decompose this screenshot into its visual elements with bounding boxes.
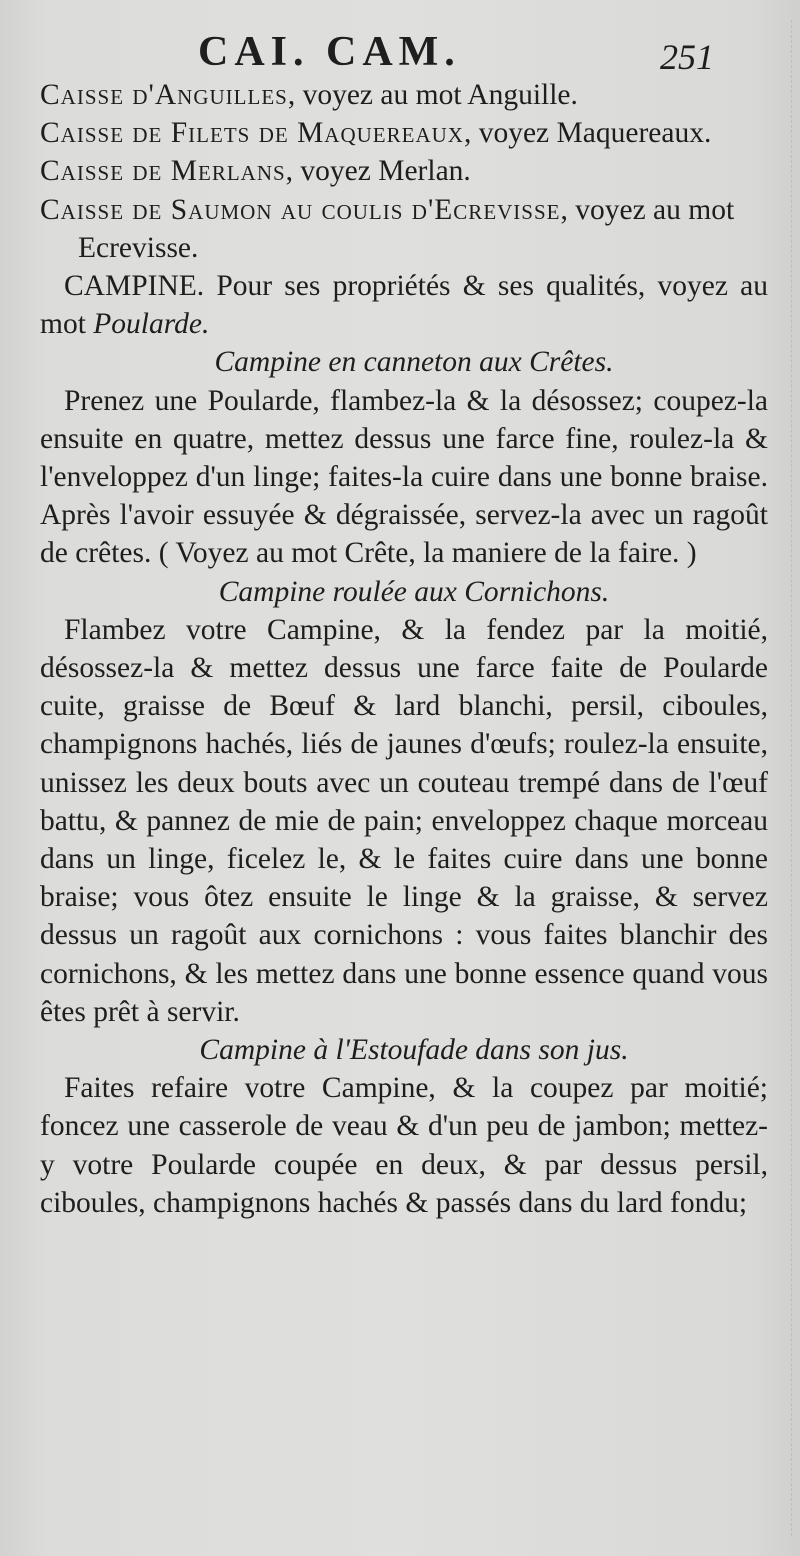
entry-caisse-merlans [40,152,768,190]
entry-reference: Poularde. [93,308,210,341]
recipe-text: Prenez une Poularde, flambez-la & la désossez; coupez-la ensuite en quatre, mettez dessus une farce fine, roulez-la & l'enveloppez d'un linge; faites-la cuire dans une bonne braise. Après l'avoir essuyée & dégraissée, servez-la avec un ragoût de crêtes. ( Voyez au mot Crête, la maniere de la faire. ) [40,384,768,570]
entry-head: Caisse de Merlans [40,155,286,188]
page-edge [789,20,792,1536]
entry-text: , voyez au mot Anguille. [287,79,578,111]
entry-caisse-saumon [40,191,768,267]
recipe-title: Campine roulée aux Cornichons. [218,575,610,608]
entry-head: Caisse de Filets de Maquereaux [40,117,464,150]
text-body [40,76,768,1222]
recipe-text: Flambez votre Campine, & la fendez par la moitié, désossez-la & mettez dessus une farce faite de Poularde cuite, graisse de Bœuf & lard blanchi, persil, ciboules, champignons hachés, liés de jaunes d'œufs; roulez-la ensuite, unissez les deux bouts avec un couteau trempé dans de l'œuf battu, & pannez de mie de pain; enveloppez chaque morceau dans un linge, ficelez le, & le faites cuire dans une bonne braise; vous ôtez ensuite le linge & la graisse, & servez dessus un ragoût aux cornichons : vous faites blanchir des cornichons, & les mettez dans une bonne essence quand vous êtes prêt à servir. [40,613,768,1028]
entry-caisse-anguilles [40,76,768,114]
entry-text: , voyez au mot Ecrevisse. [78,193,735,264]
entry-text: , voyez Maquereaux. [463,117,712,150]
running-head: CAI. CAM. [198,29,461,75]
recipe-title: Campine à l'Estoufade dans son jus. [199,1034,629,1067]
entry-head: Caisse d'Anguilles [40,79,288,111]
entry-head: Caisse de Saumon au coulis d'Ecrevisse [40,193,561,226]
entry-text: Pour ses propriétés & ses qualités, voyez au mot [40,270,769,341]
entry-text: , voyez Merlan. [285,155,471,188]
entry-head: CAMPINE. [64,270,205,303]
entry-caisse-maquereaux [40,114,768,152]
page-number: 251 [660,37,714,77]
entry-campine [40,267,768,343]
recipe-text: Faites refaire votre Campine, & la coupez par moitié; foncez une casserole de veau & d'un peu de jambon; mettez-y votre Poularde coupée en deux, & par dessus persil, ciboules, champignons hachés & passés dans du lard fondu; [40,1072,768,1219]
recipe-title: Campine en canneton aux Crêtes. [214,346,614,379]
